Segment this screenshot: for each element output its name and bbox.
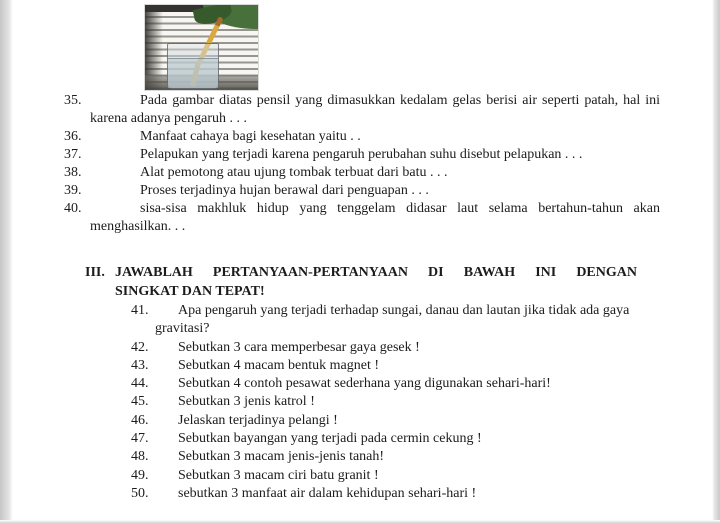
question-item-43 [131,357,650,375]
question-number: 39. [64,183,82,198]
question-text: Sebutkan 4 contoh pesawat sederhana yang digunakan sehari-hari! [178,376,551,392]
question-number: 38. [64,165,82,180]
question-number: 43. [131,357,149,373]
question-text: Sebutkan 4 macam bentuk magnet ! [178,357,379,373]
question-number: 41. [131,303,149,318]
question-number: 40. [64,201,82,216]
question-text: Sebutkan 3 cara memperbesar gaya gesek ! [178,339,420,355]
question-item-38 [64,164,660,182]
question-item-39 [64,182,660,200]
section-heading-line2: SINGKAT DAN TEPAT! [115,283,265,299]
question-text: Pelapukan yang terjadi karena pengaruh perubahan suhu disebut pelapukan . . . [140,147,583,162]
question-text: Sebutkan 3 macam jenis-jenis tanah! [178,449,385,465]
question-number: 46. [131,412,149,428]
section-3-heading [85,264,637,301]
question-item-48 [131,448,650,466]
water [168,58,218,88]
question-item-46 [131,412,650,430]
water-glass [167,43,219,89]
question-number: 37. [64,147,82,162]
question-number: 48. [131,449,149,465]
question-text: Pada gambar diatas pensil yang dimasukkan kedalam gelas berisi air seperti patah, hal ini karena adanya pengaruh . . . [90,93,660,126]
essay-questions [0,302,720,503]
question-text: Apa pengaruh yang terjadi terhadap sungai, danau dan lautan jika tidak ada gaya gravitasi? [155,303,630,337]
fill-in-questions [0,92,720,236]
question-item-36 [64,128,660,146]
question-text: Jelaskan terjadinya pelangi ! [178,412,338,428]
question-text: Sebutkan 3 macam ciri batu granit ! [178,467,379,483]
question-text: sebutkan 3 manfaat air dalam kehidupan sehari-hari ! [178,485,477,501]
question-text: Sebutkan 3 jenis katrol ! [178,394,315,410]
question-number: 47. [131,431,149,447]
pencil-in-glass-photo [145,5,258,90]
question-number: 36. [64,129,82,144]
question-text: Manfaat cahaya bagi kesehatan yaitu . . [140,129,361,144]
question-item-44 [131,375,650,393]
question-item-50 [131,485,650,503]
question-item-49 [131,467,650,485]
question-text: Sebutkan bayangan yang terjadi pada cermin cekung ! [178,431,482,447]
question-number: 49. [131,467,149,483]
question-item-35 [64,92,660,128]
question-item-40 [64,200,660,236]
section-heading-line1: JAWABLAH PERTANYAAN-PERTANYAAN DI BAWAH INI DENGAN [115,265,637,280]
question-text: sisa-sisa makhluk hidup yang tenggelam didasar laut selama bertahun-tahun akan menghasilkan. . . [90,201,660,234]
question-item-47 [131,430,650,448]
question-number: 35. [64,93,82,108]
question-item-41 [131,302,650,339]
question-item-37 [64,146,660,164]
question-item-45 [131,393,650,411]
question-item-42 [131,339,650,357]
question-number: 42. [131,339,149,355]
question-text: Alat pemotong atau ujung tombak terbuat dari batu . . . [140,165,448,180]
section-number: III. [85,265,105,280]
question-text: Proses terjadinya hujan berawal dari penguapan . . . [140,183,429,198]
question-number: 50. [131,485,149,501]
question-number: 44. [131,376,149,392]
question-number: 45. [131,394,149,410]
